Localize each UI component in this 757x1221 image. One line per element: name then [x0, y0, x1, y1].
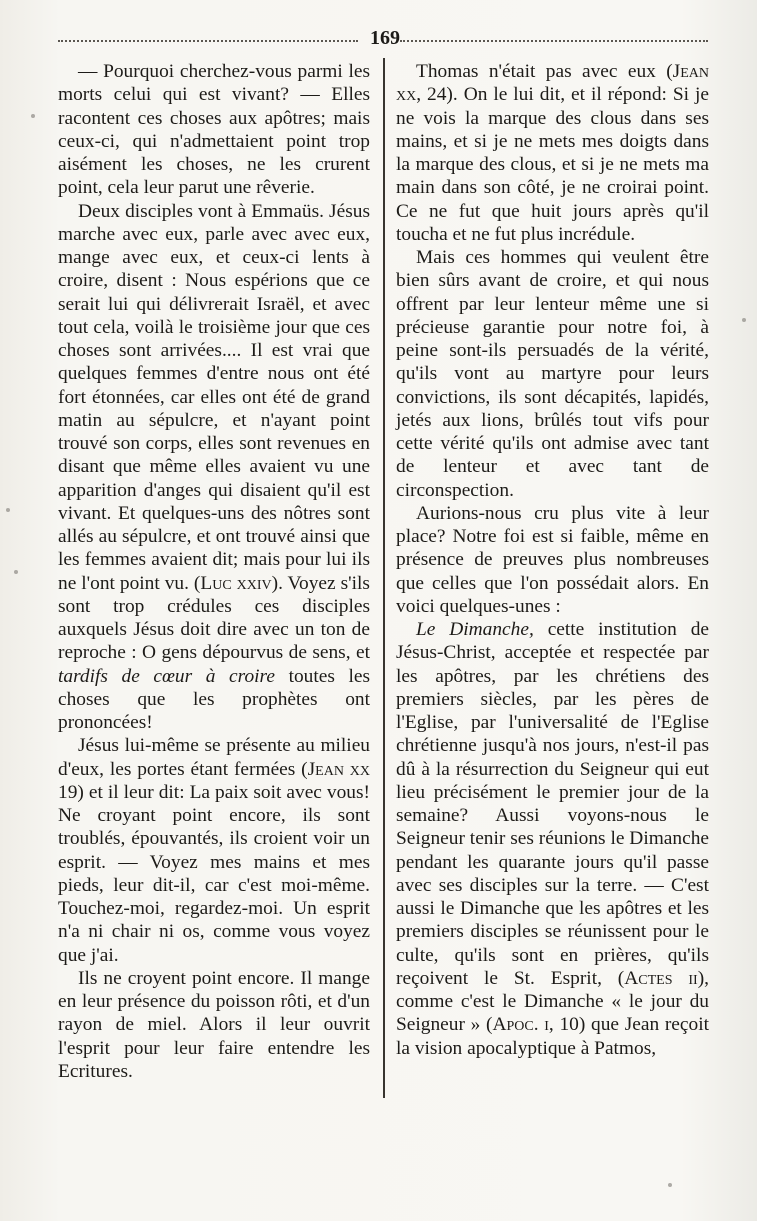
left-column: [58, 60, 370, 1083]
paragraph-text: , 24). On le lui dit, et il répond: Si je ne vois la marque des clous dans ses mains, et si je ne mets mes doigts dans la marque des clous, et si je ne mets ma main dans son côté, je ne croirai point. Ce ne fut que huit jours après qu'il toucha et ne fut plus incrédule.: [396, 84, 709, 245]
paragraph: [396, 60, 709, 246]
paragraph-text: Thomas n'était pas avec eux (: [416, 61, 673, 82]
paragraph-text: — Pourquoi cherchez-vous parmi les morts celui qui est vivant? — Elles racontent ces choses aux apôtres; mais ceux-ci, qui n'admettaient point trop aisément les choses, ne les crurent point, cela leur parut une rêverie.: [58, 61, 370, 199]
paragraph-text: , 10) que Jean reçoit la vision apocalyptique à Patmos,: [396, 1014, 709, 1059]
paragraph: [58, 60, 370, 200]
paragraph-text: ), comme c'est le Dimanche « le jour du Seigneur » (: [396, 967, 710, 1036]
reference-text: Apoc. i: [492, 1014, 549, 1036]
paper-speck: [742, 318, 746, 322]
paragraph-text: Jésus lui-même se présente au milieu d'eux, les portes étant fermées (: [58, 735, 370, 780]
reference-text: Luc xxiv: [200, 572, 272, 594]
paragraph: [396, 502, 709, 618]
paragraph-text: Aurions-nous cru plus vite à leur place? Notre foi est si faible, même en présence de preuves plus nombreuses que celles que l'on possédait alors. En voici quelques-unes :: [396, 502, 709, 617]
reference-text: Jean xx: [396, 61, 709, 106]
reference-text: Jean xx: [307, 758, 370, 780]
paper-speck: [668, 1183, 672, 1187]
paragraph-text: ). Voyez s'ils sont trop crédules ces disciples auxquels Jésus doit dire avec un ton de reproche : O gens dépourvus de sens, et: [58, 572, 370, 664]
paragraph: [58, 734, 370, 967]
header-rule-left: [58, 40, 358, 42]
paragraph: [58, 967, 370, 1083]
paper-speck: [14, 570, 18, 574]
paragraph-text: Deux disciples vont à Emmaüs. Jésus marche avec eux, parle avec avec eux, mange avec eux, et ceux-ci lents à croire, disent : Nous espérions que ce serait lui qui délivrerait Israël, et avec tout cela, voilà le troisième jour que ces choses sont arrivées.... Il est vrai que quelques femmes d'entre nous ont été fort étonnées, car elles ont été de grand matin au sépulcre, et n'ayant point trouvé son corps, elles sont revenues en disant que même elles avaient vu une apparition d'anges qui disaient qu'il est vivant. Et quelques-uns des nôtres sont allés au sépulcre, et ont trouvé ainsi que les femmes avaient dit; mais pour lui ils ne l'ont point vu. (: [58, 200, 370, 594]
paragraph-text: 19) et il leur dit: La paix soit avec vous! Ne croyant point encore, ils sont troublés, épouvantés, ils croient voir un esprit. — Voyez mes mains et mes pieds, leur dit-il, car c'est moi-même. Touchez-moi, regardez-moi. Un esprit n'a ni chair ni os, comme vous voyez que j'ai.: [58, 781, 370, 966]
paragraph: [396, 618, 709, 1060]
paragraph-text: Ils ne croyent point encore. Il mange en leur présence du poisson rôti, et d'un rayon de miel. Alors il leur ouvrit l'esprit pour leur faire entendre les Ecritures.: [58, 967, 370, 1082]
page-header: [58, 24, 708, 52]
paper-speck: [6, 508, 10, 512]
paragraph: [58, 200, 370, 735]
italic-text: Le Dimanche,: [416, 619, 534, 640]
page-number: 169: [370, 27, 400, 49]
reference-text: Actes ii: [624, 967, 698, 989]
header-rule-right: [400, 40, 708, 42]
paragraph-text: Mais ces hommes qui veulent être bien sûrs avant de croire, et qui nous offrent par leur lenteur même une si précieuse garantie pour notre foi, à peine sont-ils persuadés de la vérité, qu'ils vont au martyre pour leurs convictions, ils sont décapités, lapidés, jetés aux lions, brûlés tout vifs pour cette vérité qu'ils ont admise avec tant de lenteur et avec tant de circonspection.: [396, 247, 709, 501]
paragraph: [396, 246, 709, 502]
right-column: [396, 60, 709, 1060]
paper-speck: [31, 114, 35, 118]
paragraph-text: toutes les choses que les prophètes ont prononcées!: [58, 665, 371, 733]
italic-text: tardifs de cœur à croire: [58, 665, 275, 687]
column-divider: [383, 58, 385, 1098]
paragraph-text: cette institution de Jésus-Christ, acceptée et respectée par les apôtres, par les chrétiens des premiers siècles, par les pères de l'Eglise, par l'universalité de l'Eglise chrétienne jusqu'à nos jours, n'est-il pas dû à la résurrection du Seigneur qui eut lieu précisément le premier jour de la semaine? Aussi voyons-nous le Seigneur tenir ses réunions le Dimanche pendant les quarante jours qu'il passe avec ses disciples sur la terre. — C'est aussi le Dimanche que les apôtres et les premiers disciples se réunissent pour le culte, qu'ils sont en prières, qu'ils reçoivent le St. Esprit, (: [396, 619, 709, 989]
